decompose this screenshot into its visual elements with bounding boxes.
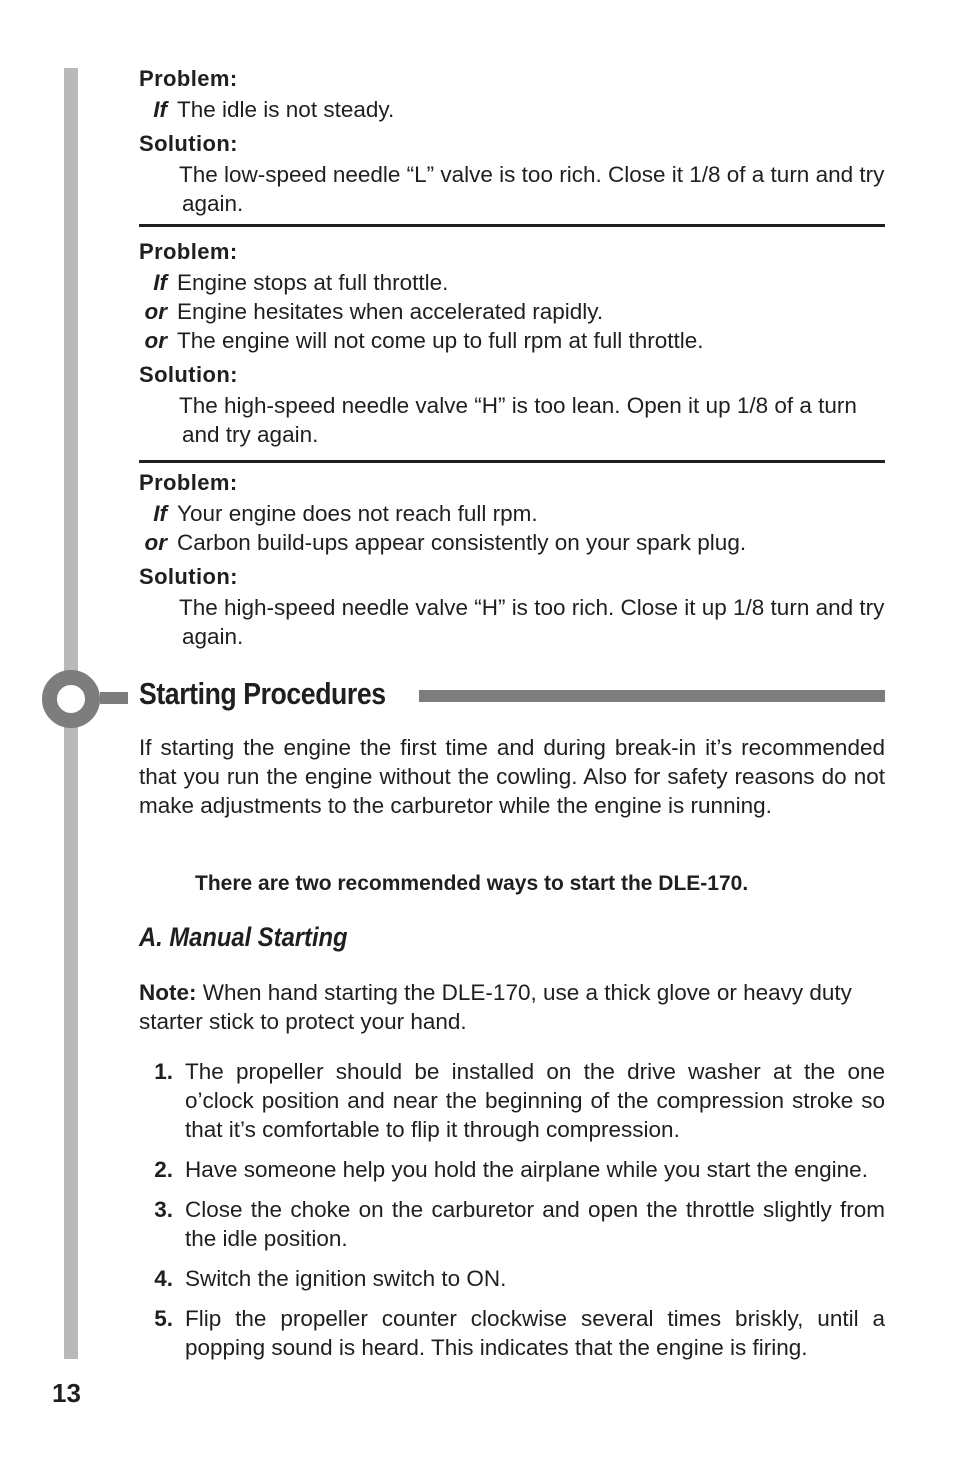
solution-label: Solution: [139,564,238,589]
condition-keyword: or [144,328,167,353]
step-text: Switch the ignition switch to ON. [185,1266,507,1291]
condition-line [139,528,885,557]
condition-line [139,499,885,528]
divider-rule [139,224,885,227]
condition-line [139,297,885,326]
list-item [139,1195,885,1253]
step-number: 4. [154,1266,173,1291]
section-heading [139,674,885,714]
heading-bar [419,690,885,702]
solution-body: The low-speed needle “L” valve is too rich. Close it 1/8 of a turn and try again. [179,162,885,216]
condition-text: Engine hesitates when accelerated rapidly. [177,299,604,324]
problem-label: Problem: [139,239,238,264]
note-paragraph [139,978,885,1036]
problem-label: Problem: [139,470,238,495]
callout-text: There are two recommended ways to start the DLE-170. [195,872,749,895]
solution-label: Solution: [139,362,238,387]
step-text: Have someone help you hold the airplane while you start the engine. [185,1157,868,1182]
solution-body: The high-speed needle valve “H” is too lean. Open it up 1/8 of a turn and try again. [179,393,857,447]
problem-block-2 [139,239,885,449]
step-number: 2. [154,1157,173,1182]
step-text: The propeller should be installed on the drive washer at the one o’clock position and near the beginning of the compression stroke so that it’s comfortable to flip it through compression. [185,1059,885,1142]
condition-text: The engine will not come up to full rpm at full throttle. [177,328,704,353]
step-number: 1. [154,1059,173,1084]
section-title: Starting Procedures [139,676,386,711]
page-number: 13 [52,1378,81,1408]
condition-text: Engine stops at full throttle. [177,270,449,295]
divider-rule [139,460,885,463]
section-marker-ring [42,670,100,728]
condition-line [139,95,885,124]
list-item [139,1057,885,1144]
solution-text [139,160,885,218]
condition-line [139,268,885,297]
list-item [139,1264,885,1293]
step-number: 5. [154,1306,173,1331]
solution-body: The high-speed needle valve “H” is too rich. Close it up 1/8 turn and try again. [179,595,885,649]
subsection-title: A. Manual Starting [139,922,348,952]
problem-label: Problem: [139,66,238,91]
list-item [139,1304,885,1362]
section-marker-bridge [100,692,128,704]
condition-keyword: or [144,530,167,555]
condition-keyword: or [144,299,167,324]
solution-text [139,593,885,651]
condition-line [139,326,885,355]
step-text: Close the choke on the carburetor and open the throttle slightly from the idle position. [185,1197,885,1251]
condition-keyword: If [153,501,167,526]
solution-label: Solution: [139,131,238,156]
note-label: Note: [139,980,197,1005]
intro-paragraph: If starting the engine the first time and during break-in it’s recommended that you run the engine without the cowling. Also for safety reasons do not make adjustments to the carburetor while the engine is running. [139,735,885,818]
condition-text: Carbon build-ups appear consistently on your spark plug. [177,530,747,555]
step-number: 3. [154,1197,173,1222]
problem-block-1 [139,66,885,218]
solution-text [139,391,885,449]
condition-text: Your engine does not reach full rpm. [177,501,538,526]
step-text: Flip the propeller counter clockwise several times briskly, until a popping sound is heard. This indicates that the engine is firing. [185,1306,885,1360]
condition-text: The idle is not steady. [177,97,395,122]
condition-keyword: If [153,270,167,295]
note-text: When hand starting the DLE-170, use a thick glove or heavy duty starter stick to protect your hand. [139,980,852,1034]
problem-block-3 [139,470,885,651]
condition-keyword: If [153,97,167,122]
list-item [139,1155,885,1184]
steps-list [139,1057,885,1362]
